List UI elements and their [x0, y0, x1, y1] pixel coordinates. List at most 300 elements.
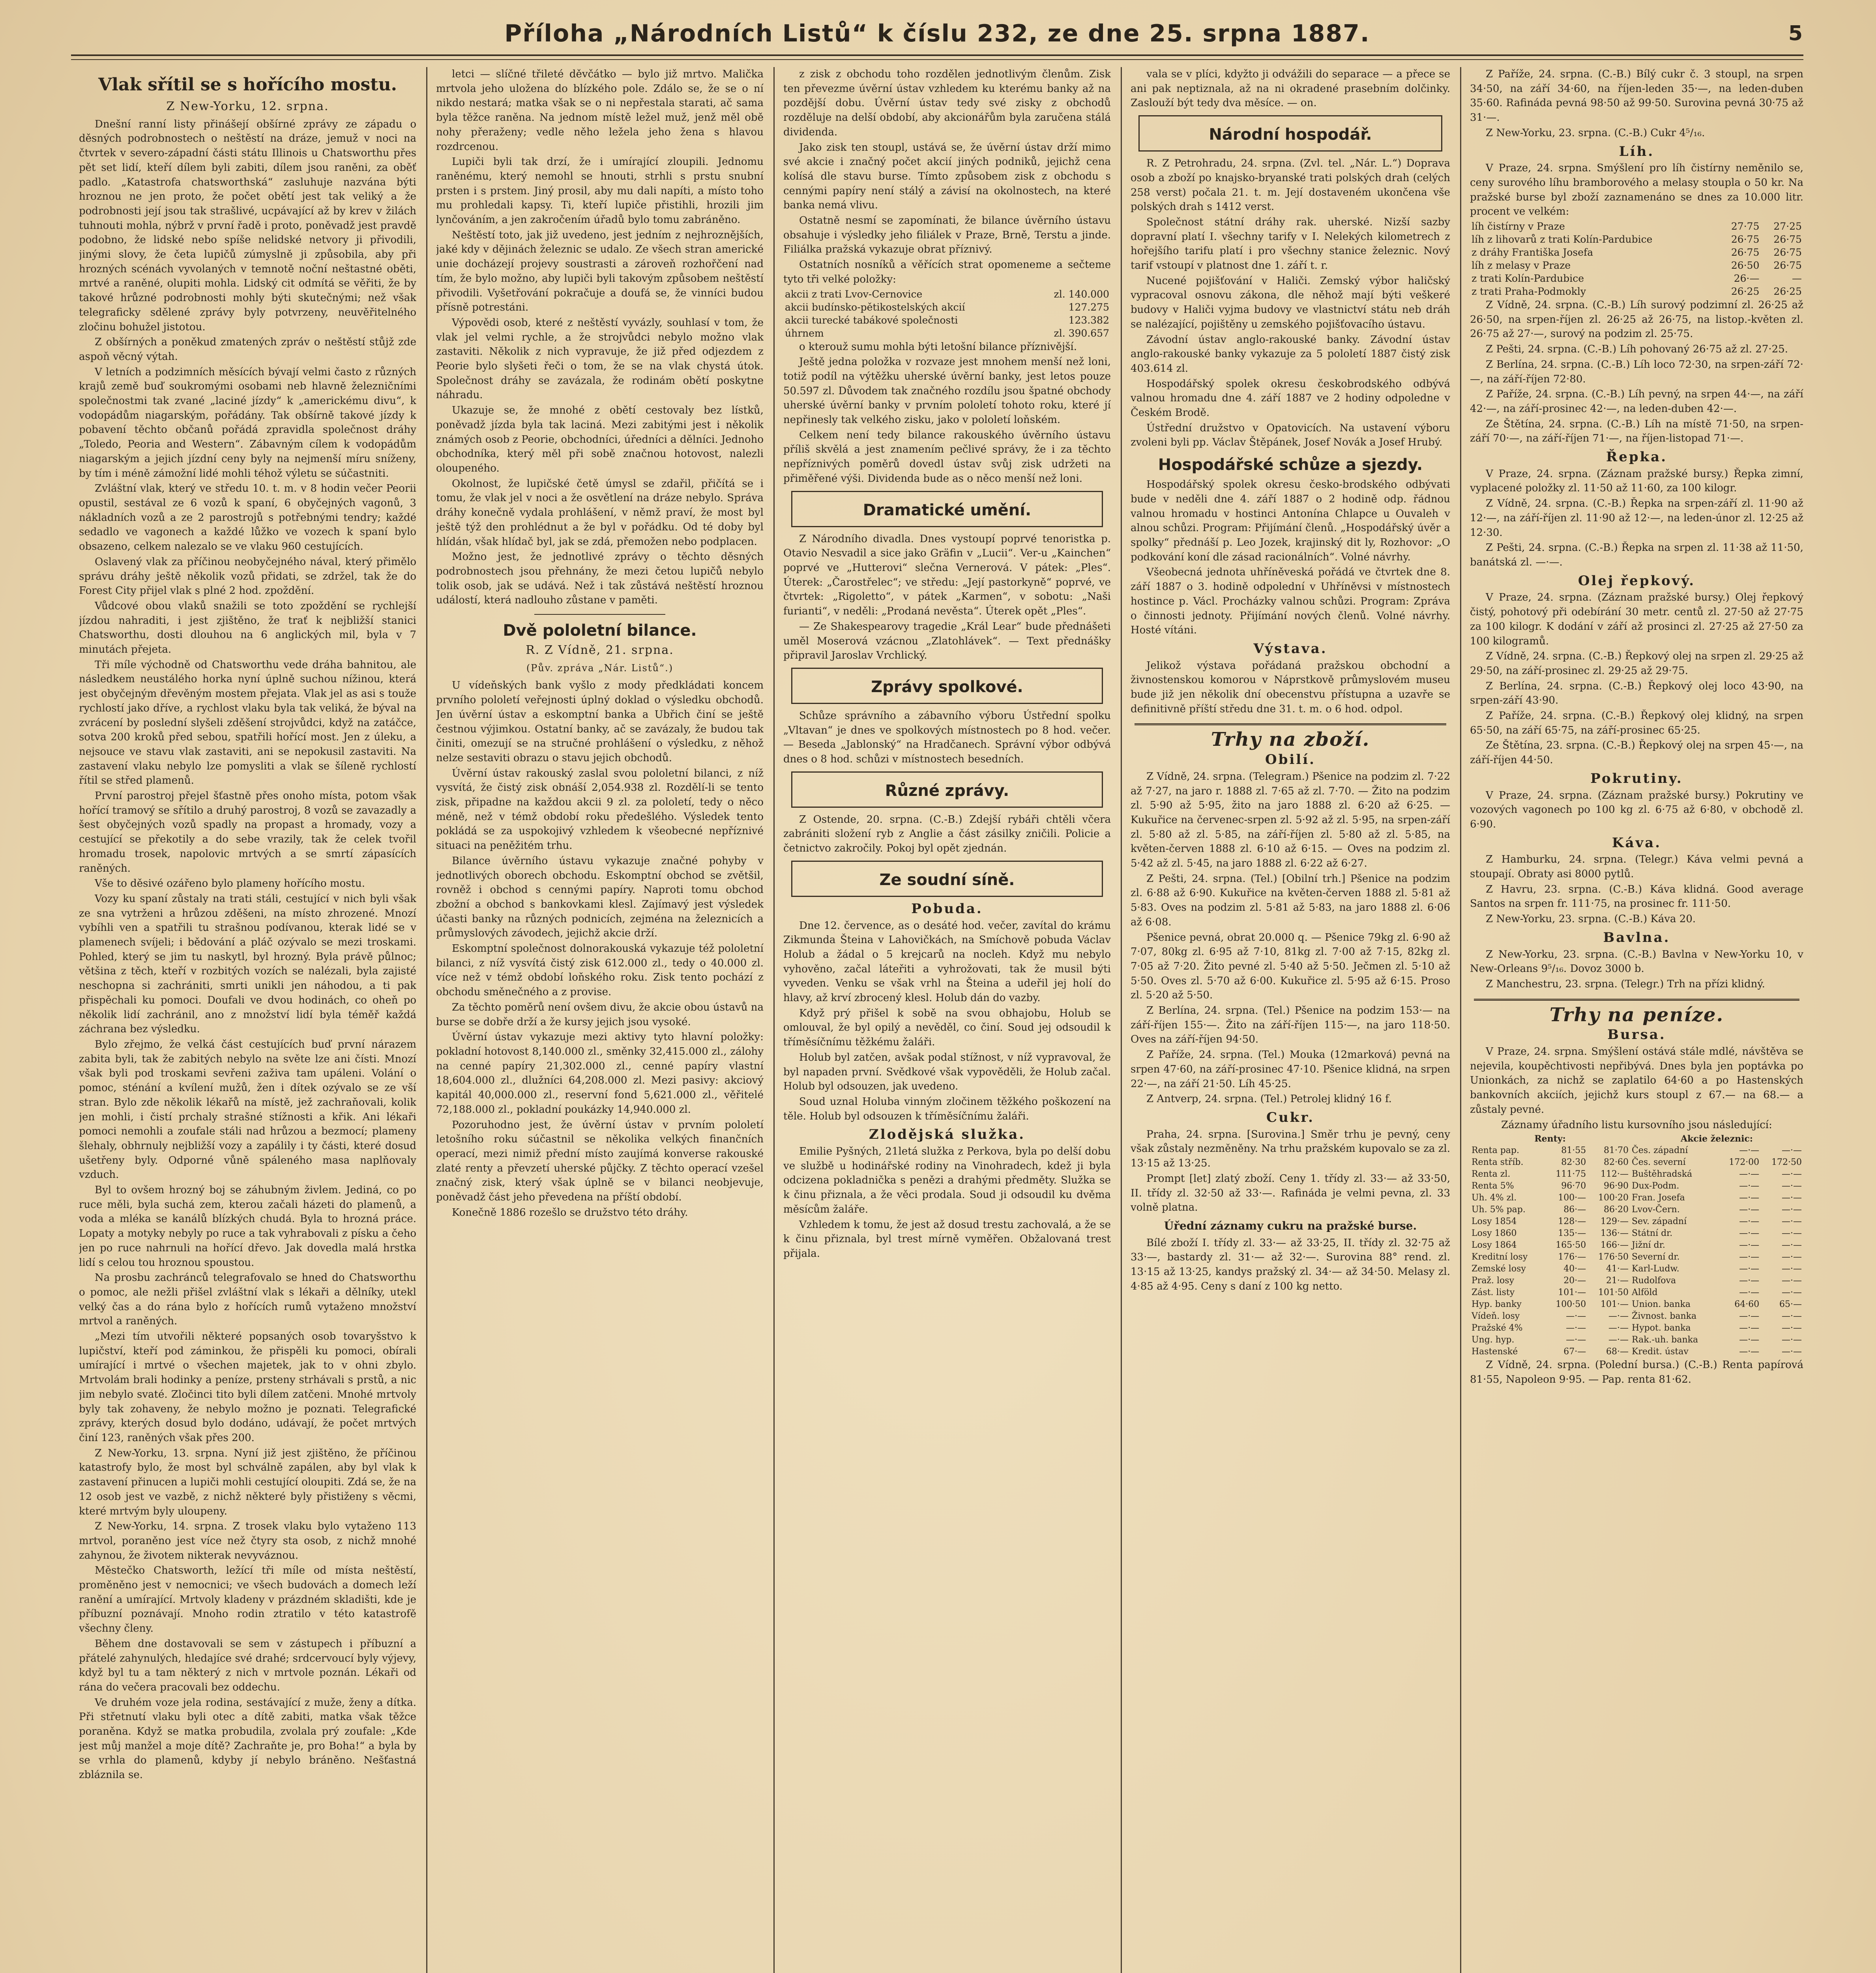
- table-cell: Losy 1860: [1472, 1228, 1517, 1239]
- table-row: [1470, 285, 1803, 298]
- article-paragraph: Z Manchestru, 23. srpna. (Telegr.) Trh na přízi klidný.: [1486, 978, 1765, 990]
- table-cell: Uh. 5% pap.: [1472, 1205, 1526, 1215]
- column-separator: [1460, 67, 1461, 1973]
- table-cell: —·—: [1739, 1276, 1760, 1286]
- table-cell: Ung. hyp.: [1472, 1335, 1515, 1345]
- table-cell: Kredit. ústav: [1632, 1347, 1689, 1357]
- article-paragraph: Ostatně nesmí se zapomínati, že bilance úvěrního ústavu obsahuje i výsledky jeho filiálek v Praze, Brně, Terstu a jinde. Filiálka pražská vykazuje obrat příznivý.: [783, 215, 1111, 256]
- table-cell: —·—: [1739, 1146, 1760, 1156]
- table-row: [1470, 1180, 1803, 1192]
- article-paragraph: Eskomptní společnost dolnorakouská vykazuje též pololetní bilanci, z níž vysvítá čistý zisk 612.000 zl., tedy o 40.000 zl. více než v témž období loňského roku. Zisk tento pochází z obchodu směnečného a z provise.: [436, 943, 764, 998]
- column-4: [1131, 67, 1450, 1973]
- table-cell: —·—: [1782, 1146, 1802, 1156]
- article-paragraph: Dnešní ranní listy přinášejí obšírné zprávy ze západu o děsných podrobnostech o neštěstí na dráze, jemuž v noci na čtvrtek v severo-západní části státu Illinois u Chatsworthu přes pět set lidí, kteří dílem byli zabiti, dílem jsou raněni, za oběť padlo. „Katastrofa chatsworthská“ zasluhuje nazvána býti hroznou ne jen proto, že počet obětí jest tak veliký a že podrobnosti její jsou tak strašlivé, ucpávající až by krev v žilách tuhnouti mohla, nýbrž v první řadě i proto, poněvadž jest pravdě podobno, že lidské nebo spíše nelidské netvory ji přivodili, jinými slovy, že četa lupičů zúmyslně ji způsobila, aby při hrozných scénách vyvolaných v temnotě noční neštastné oběti, mrtvé a raněné, olupiti mohla. Lidský cit odmítá se věřiti, že by takové hrůzné podrobnosti mohly býti skutečnými; než však telegraficky sdělené zprávy byly potvrzeny, neuvěřitelného zločinu bohužel jistotou.: [79, 118, 416, 333]
- table-cell: —·—: [1782, 1347, 1802, 1357]
- table-row: [1470, 1192, 1803, 1204]
- article-paragraph: Z New-Yorku, 13. srpna. Nyní již jest zjištěno, že příčinou katastrofy bylo, že most byl schválně zapálen, aby byl vlak k zastavení přinucen a lupiči mohli cestující oloupiti. Zdá se, že na 12 osob jest ve vazbě, z nichž některé byly přistiženy s věcmi, které mrtvým byly uloupeny.: [79, 1447, 416, 1517]
- table-cell: Pražské 4%: [1472, 1323, 1523, 1333]
- article-paragraph: V Praze, 24. srpna. Smýšlení ostává stále mdlé, návštěva se nejevila, koupěchtivosti nepřibývá. Dnes byla jen poptávka po Unionkách, za nichž se zaplatilo 64·60 a po Hastenských bankovních akciích, jejichž kurs stoupl z 67.— na 68.— a zůstaly pevné.: [1470, 1046, 1803, 1116]
- section-headline: Dramatické umění.: [863, 501, 1032, 519]
- table-cell: —·—: [1782, 1252, 1802, 1262]
- article-paragraph: V letních a podzimních měsících bývají velmi často z různých krajů země buď soukromými osobami neb hlavně železničními společnostmi tak zvané „laciné jízdy“ k „americkému divu“, k vodopádům niagarským, pořádány. Tak obšírně takové jízdy k pobavení těchto občanů pořádá zpravidla společnost dráhy „Toledo, Peoria and Western“. Zábavným cílem k vodopádům niagarským a jejich jízdní ceny byly na nejmenší míru sníženy, by tím i méně zámožní lidé mohli téhož výletu se súčastniti.: [79, 366, 416, 479]
- table-cell: —·—: [1782, 1205, 1802, 1215]
- article-paragraph: Z Hamburku, 24. srpna. (Telegr.) Káva velmi pevná a stoupají. Obraty asi 8000 pytlů.: [1470, 854, 1803, 880]
- table-cell: Losy 1854: [1472, 1217, 1517, 1227]
- table-cell: —·—: [1782, 1228, 1802, 1239]
- table-row: [1470, 259, 1803, 272]
- article-paragraph: Bylo zřejmo, že velká část cestujících buď první nárazem zabita byli, tak že zabitých nebylo na světe lze ani čísti. Mnozí však byli pod troskami sevřeni zaživa tam upáleni. Volání o pomoc, sténání a kvílení mužů, žen i dítek ozývalo se ze vší stran. Bylo zde několik lékařů na místě, jež zachraňovali, kolik jen mohli, i čistí prchaly strašné stížnosti a křik. Ani lékaři pomoci nemohli a zoufale stáli nad hrůzou a bezmocí; plameny šlehaly, obhrnuly nejbližší vozy a zapálily i ty části, které dosud ušetřeny byly. Odporné vůně spáleného masa naplňovaly vzduch.: [79, 1039, 416, 1181]
- table-cell: 165·50: [1556, 1240, 1586, 1250]
- section-headline: Národní hospodář.: [1209, 125, 1372, 144]
- article-paragraph: Ze Štětína, 24. srpna. (C.-B.) Líh na místě 71·50, na srpen-září 70·—, na září-říjen 71·—, na říjen-listopad 71·—.: [1470, 418, 1803, 445]
- article-paragraph: Ostatních nosníků a věřících strat opomeneme a sečteme tyto tři velké položky:: [783, 259, 1111, 285]
- table-cell: 96·90: [1604, 1181, 1629, 1191]
- article-headline: Dvě pololetní bilance.: [503, 621, 697, 640]
- subsection-title: Pobuda.: [911, 900, 983, 917]
- table-cell: z trati Praha-Podmokly: [1472, 286, 1586, 298]
- article-paragraph: Z Pešti, 24. srpna. (C.-B.) Řepka na srpen zl. 11·38 až 11·50, banátská zl. —·—.: [1470, 542, 1803, 568]
- article-paragraph: Vůdcové obou vlaků snažili se toto zpoždění se rychlejší jízdou nahraditi, i jest zjištěno, že trať k nejbližší stanici Chatsworthu, dosti dlouhou na 6 anglických mil, byla v 7 minutách přejeta.: [79, 600, 416, 656]
- article-paragraph: Hospodářský spolek okresu česko-brodského odbývati bude v neděli dne 4. září 1887 o 2 hodině odp. řádnou valnou hromadu v hostinci Antonína Chlapce u Ouvaleh v alnou schůzi. Program: Přijímání členů. „Hospodářský úvěr a spolky“ přednáší p. Leo Jozek, krajinský dit ly, Rozhovor: „O podkování koní dle zásad racionálních“. Volné návrhy.: [1131, 479, 1450, 563]
- table-cell: —·—: [1608, 1335, 1629, 1345]
- table-cell: —·—: [1566, 1311, 1586, 1322]
- article-paragraph: Ústřední družstvo v Opatovicích. Na ustavení výboru zvoleni byli pp. Václav Štěpánek, Josef Novák a Josef Hrubý.: [1131, 422, 1450, 449]
- table-cell: —·—: [1739, 1228, 1760, 1239]
- article-paragraph: Úvěrní ústav vykazuje mezi aktivy tyto hlavní položky: pokladní hotovost 8,140.000 zl., směnky 32,415.000 zl., zálohy na cenné papíry 21,302.000 zl., cenné papíry vlastní 18,604.000 zl., dlužníci 64,208.000 zl. Mezi pasivy: akciový kapitál 40,000.000 zl., reservní fond 5,621.000 zl., věřitelé 72,188.000 zl., pokladní poukázky 14,940.000 zl.: [436, 1031, 764, 1116]
- article-paragraph: Z Vídně, 24. srpna. (C.-B.) Řepkový olej na srpen zl. 29·25 až 29·50, na září-prosinec zl. 29·25 až 29·75.: [1470, 650, 1803, 677]
- table-cell: —: [1792, 273, 1802, 285]
- table-cell: —·—: [1739, 1169, 1760, 1179]
- table-cell: 123.382: [1068, 314, 1109, 326]
- table-cell: 176·—: [1558, 1252, 1586, 1262]
- table-cell: —·—: [1739, 1181, 1760, 1191]
- subsection-title: Bursa.: [1607, 1027, 1666, 1043]
- subsection-title: Bavlna.: [1603, 929, 1670, 945]
- table-row: [1470, 1157, 1803, 1168]
- table-cell: Rak.-uh. banka: [1632, 1335, 1698, 1345]
- article-paragraph: Zvláštní vlak, který ve středu 10. t. m. v 8 hodin večer Peorii opustil, sestával ze 6 vozů k spaní, 6 obyčejných vagonů, 3 nákladních vozů a ze 2 parostrojů s potřebnými tendry; každé sedadlo ve vagonech a každé lůžko ve vozech k spaní bylo obsazeno, celkem nalezalo se ve vlaku 960 cestujících.: [79, 483, 416, 553]
- spirits-price-table: [1470, 220, 1803, 298]
- article-paragraph: Ve druhém voze jela rodina, sestávající z muže, ženy a dítka. Při střetnutí vlaku byli otec a dítě zabiti, matka však těžce poraněna. Když se matka probudila, zvolala prý zoufale: „Kde jest můj manžel a moje dítě? Zachraňte je, pro Boha!“ a byla by se vrhla do plamenů, kdyby jí nebylo bráněno. Nešťastná zbláznila se.: [79, 1696, 416, 1781]
- table-cell: Renta stříb.: [1472, 1157, 1524, 1168]
- table-cell: 27·25: [1773, 221, 1802, 232]
- article-paragraph: Hospodářský spolek okresu českobrodského odbývá valnou hromadu dne 4. září 1887 ve 2 hodiny odpoledne v Českém Brodě.: [1131, 378, 1450, 419]
- table-row: [783, 288, 1111, 301]
- table-row: [783, 327, 1111, 340]
- closing-note: Z Vídně, 24. srpna. (Polední bursa.) (C.-B.) Renta papírová 81·55, Napoleon 9·95. — Pap. renta 81·62.: [1470, 1359, 1803, 1385]
- section-headline: Trhy na peníze.: [1549, 1003, 1724, 1026]
- table-header-row: [1470, 1133, 1803, 1145]
- table-row: [1470, 1216, 1803, 1228]
- article-paragraph: „Mezi tím utvořili některé popsaných osob tovaryšstvo k lupičství, kteří pod záminkou, že přispěli ku pomoci, obírali umírající i mrtvé o všechen majetek, jak to v ohni zbylo. Mrtvolám brali hodinky a peníze, prsteny strhávali s prstů, a nic jim nebylo svaté. Zločinci tito byli dílem zatčeni. Mnohé mrtvoly byly tak zohaveny, že nebylo možno je poznati. Telegrafické zprávy, kterých dosud bylo dodáno, udávají, že počet mrtvých činí 123, raněných však přes 200.: [79, 1331, 416, 1444]
- table-row: [1470, 1263, 1803, 1275]
- table-cell: zl. 390.657: [1054, 327, 1109, 339]
- table-row: [1470, 1145, 1803, 1157]
- article-paragraph: Ještě jedna položka v rozvaze jest mnohem menší než loni, totiž podíl na výtěžku uherské úvěrní banky, jest letos pouze 50.597 zl. Důvodem tak značného rozdílu jsou špatné obchody uherské úvěrní banky v prvním pololetí tohoto roku, které jí nepřinesly tak velkého zisku, jako v pololetí loňském.: [783, 356, 1111, 426]
- article-paragraph: Městečko Chatsworth, ležící tři míle od místa neštěstí, proměněno jest v nemocnici; ve všech budovách a domech leží ranění a umírající. Mrtvoly kladeny v prázdném skladišti, kde je příbuzní poznávají. Mnoho rodin ztratilo v této katastrofě všechny členy.: [79, 1565, 416, 1635]
- table-cell: 101·—: [1601, 1299, 1629, 1310]
- table-cell: —·—: [1782, 1288, 1802, 1298]
- table-row: [1470, 233, 1803, 246]
- column-header: Akcie železnic:: [1681, 1134, 1753, 1144]
- table-cell: —·—: [1739, 1288, 1760, 1298]
- article-paragraph: Z Národního divadla. Dnes vystoupí poprvé tenoristka p. Otavio Nesvadil a sice jako Gräfin v „Lucii“. Ver-u „Kainchen“ poprvé ve „Hutterovi“ slečna Vernerová. V pátek: „Ples“. Úterek: „Čarostřelec“; ve středu: „Její pastorkyně“ poprvé, ve čtvrtek: „Rigoletto“, v pátek „Karmen“, v sobotu: „Naši furianti“, v neděli: „Prodaná nevěsta“. Úterek opět „Ples“.: [783, 533, 1111, 618]
- table-cell: 127.275: [1068, 301, 1109, 313]
- table-cell: —·—: [1608, 1311, 1629, 1322]
- table-cell: 41·—: [1606, 1264, 1629, 1274]
- article-paragraph: Oslavený vlak za příčinou neobyčejného nával, který přimělo správu dráhy ještě několik vozů přidati, se zdržel, tak že do Forest City přijel vlak s plné 2 hod. zpoždění.: [79, 556, 416, 597]
- table-cell: Renta 5%: [1472, 1181, 1514, 1191]
- table-cell: akcii turecké tabákové společnosti: [785, 314, 958, 326]
- table-cell: Hastenské: [1472, 1347, 1518, 1357]
- table-cell: 81·70: [1604, 1146, 1629, 1156]
- table-cell: —·—: [1782, 1217, 1802, 1227]
- table-cell: —·—: [1739, 1193, 1760, 1203]
- table-cell: 81·55: [1561, 1146, 1586, 1156]
- column-2: [436, 67, 764, 1973]
- article-paragraph: Z Berlína, 24. srpna. (C.-B.) Řepkový olej loco 43·90, na srpen-září 43·90.: [1470, 680, 1803, 707]
- article-dateline: R. Z Vídně, 21. srpna.: [526, 643, 674, 657]
- article-paragraph: Všeobecná jednota uhříněveská pořádá ve čtvrtek dne 8. září 1887 o 3. hodině odpolední v Uhříněvsi v místnostech hostince p. Václ. Procházky valnou schůzi. Program: Zpráva o činnosti jednoty. Přijímání nových členů. Volné návrhy. Hosté vítáni.: [1131, 566, 1450, 636]
- article-paragraph: Možno jest, že jednotlivé zprávy o těchto děsných podrobnostech jsou přehnány, že mezi četou lupičů nebylo tolik osob, jak se udává. Než i tak zůstává neštěstí hroznou událostí, která nadlouho zůstane v paměti.: [436, 551, 764, 607]
- article-paragraph: Byl to ovšem hrozný boj se záhubným živlem. Jediná, co po ruce měli, byla suchá zem, kterou začali házeti do plamenů, a voda a mléka se kanálů blízkých chudá. Byla to hrozná práce. Lopaty a motyky nebyly po ruce a tak vyhrabovali z písku a čeho jen po ruce nahrnuli na hořící dřevo. Jak dovedla malá hrstka lidí s celou tou hroznou spoustou.: [79, 1184, 416, 1269]
- column-header: Renty:: [1534, 1134, 1566, 1144]
- table-cell: Dux-Podm.: [1632, 1181, 1679, 1191]
- article-paragraph: První parostroj přejel šťastně přes onoho místa, potom však hořící tramový se sřítilo a druhý parostroj, 8 vozů se zavazadly a šest obyčejných vozů spadly na propast a hromady, vozy a cestující se překotily a do sebe vrazily, tak že celek tvořil hromadu trosek, napolovic mrtvých a se smrtí zápasících raněných.: [79, 790, 416, 874]
- table-row: [1470, 1275, 1803, 1287]
- table-cell: —·—: [1782, 1264, 1802, 1274]
- table-row: [1470, 1310, 1803, 1322]
- table-heading: Záznamy úřadního listu kursovního jsou následující:: [1501, 1119, 1772, 1131]
- table-cell: Fran. Josefa: [1632, 1193, 1685, 1203]
- article-paragraph: Pozoruhodno jest, že úvěrní ústav v prvním pololetí letošního roku súčastnil se několika velkých finančních operací, mezi nimiž přední místo zaujímá konverse rakouské zlaté renty a převzetí uherské půjčky. Z těchto operací vzešel značný zisk, který však úplně se v bilanci neobjevuje, poněvadž část jeho převedena na příští období.: [436, 1119, 764, 1204]
- exchange-rates-table: [1470, 1133, 1803, 1358]
- article-paragraph: Nucené pojišťování v Haliči. Zemský výbor haličský vypracoval osnovu zákona, dle něhož mají býti veškeré budovy v Haliči vyjma budovy ve vlastnictví státu neb dráh se nalézající, pojištěny u zemského pojišťovacího ústavu.: [1131, 275, 1450, 330]
- table-row: [1470, 1299, 1803, 1310]
- table-cell: 26·25: [1731, 286, 1760, 298]
- table-cell: Živnost. banka: [1632, 1311, 1697, 1322]
- masthead-title: Příloha „Národních Listů“ k číslu 232, ze dne 25. srpna 1887.: [504, 20, 1370, 47]
- table-cell: 135·—: [1558, 1228, 1586, 1239]
- article-paragraph: U vídeňských bank vyšlo z mody předkládati koncem prvního pololetí veřejnosti úplný doklad o výsledku obchodů. Jen úvěrní ústav a eskomptní banka a Ubřich činí se ještě čestnou výjimkou. Ostatní banky, ač se zavázaly, že budou tak činiti, omezují se na stručné prohlášení o výsledku, z něhož nelze sestaviti obrazu o stavu jejich obchodů.: [436, 680, 764, 764]
- article-paragraph: Lupiči byli tak drzí, že i umírající zloupili. Jednomu raněnému, který nemohl se hnouti, strhli s prstu snubní prsten i s prstem. Jiný prosil, aby mu dali napíti, a místo toho mu prohledali kapsy. Ti, kteří lupiče přistihli, hrozili jim lynčováním, a jen zakročením úřadů bylo tomu zabráněno.: [436, 156, 764, 226]
- table-cell: Sev. západní: [1632, 1217, 1687, 1227]
- article-paragraph: Bilance úvěrního ústavu vykazuje značné pohyby v jednotlivých oborech obchodu. Eskomptní obchod se zvětšil, rovněž i obchod s cennými papíry. Naproti tomu obchod zbožní a obchod s bankovkami klesl. Zajímavý jest výsledek účasti banky na různých podnicích, zejména na železnicích a průmyslových závodech, jejichž akcie drží.: [436, 855, 764, 940]
- table-cell: —·—: [1782, 1240, 1802, 1250]
- column-separator: [1121, 67, 1122, 1973]
- table-row: [783, 314, 1111, 327]
- table-cell: —·—: [1739, 1323, 1760, 1333]
- section-headline: Hospodářské schůze a sjezdy.: [1158, 456, 1423, 474]
- article-paragraph: Z Ostende, 20. srpna. (C.-B.) Zdejší rybáři chtěli včera zabrániti složení ryb z Anglie a část zásilky zničili. Policie a četnictvo zakročily. Pokoj byl opět zjednán.: [783, 813, 1111, 855]
- table-cell: líh z melasy v Praze: [1472, 260, 1571, 271]
- article-paragraph: Z Paříže, 24. srpna. (C.-B.) Líh pevný, na srpen 44·—, na září 42·—, na září-prosinec 42·—, na leden-duben 42·—.: [1470, 388, 1803, 415]
- table-cell: 21·—: [1606, 1276, 1629, 1286]
- article-paragraph: z zisk z obchodu toho rozdělen jednotlivým členům. Zisk ten převezme úvěrní ústav vzhledem ku kterému banky až na pozdější dobu. Úvěrní ústav tedy své zisky z obchodů rozděluje na delší období, aby akcionářům byla zaručena stálá dividenda.: [783, 68, 1111, 138]
- article-paragraph: Na prosbu zachránců telegrafovalo se hned do Chatsworthu o pomoc, ale nežli přišel zvláštní vlak s lékaři a dělníky, utekl velký čas a do rána bylo z hořících rumů vytaženo množství mrtvol a raněných.: [79, 1272, 416, 1327]
- table-cell: —·—: [1782, 1311, 1802, 1322]
- table-cell: —·—: [1782, 1323, 1802, 1333]
- section-headline: Trhy na zboží.: [1211, 728, 1370, 751]
- article-headline: Vlak sřítil se s hořícího mostu.: [98, 75, 397, 95]
- table-cell: 68·—: [1606, 1347, 1629, 1357]
- table-cell: 128·—: [1558, 1217, 1586, 1227]
- table-cell: Buštěhradská: [1632, 1169, 1693, 1179]
- article-paragraph: Za těchto poměrů není ovšem divu, že akcie obou ústavů na burse se dobře drží a že kursy jejich jsou vysoké.: [436, 1001, 764, 1028]
- article-paragraph: Z New-Yorku, 23. srpna. (C.-B.) Cukr 4⁵/₁₆.: [1486, 127, 1705, 139]
- table-cell: 86·—: [1563, 1205, 1586, 1215]
- table-cell: —·—: [1739, 1217, 1760, 1227]
- table-cell: —·—: [1782, 1335, 1802, 1345]
- table-cell: 111·75: [1556, 1169, 1586, 1179]
- table-cell: Vídeň. losy: [1472, 1311, 1520, 1322]
- article-paragraph: Jelikož výstava pořádaná pražskou obchodní a živnostenskou komorou v Náprstkově průmyslovém museu bude již jen několik dní obecenstvu přístupna a uzavře se definitivně příští středu dne 31. t. m. o 6 hod. odpol.: [1131, 659, 1450, 715]
- table-cell: 27·75: [1731, 221, 1760, 232]
- table-cell: —·—: [1739, 1335, 1760, 1345]
- article-paragraph: letci — slíčné třileté děvčátko — bylo již mrtvo. Malička mrtvola jeho uložena do blízkého pole. Zdálo se, že se o ní nikdo nestará; matka však se o ni nepřestala starati, ač sama byla těžce raněna. Na jednom místě ležel muž, jenž měl obě nohy přeraženy; vedle něho ležela jeho žena s hlavou rozdrcenou.: [436, 68, 764, 153]
- table-cell: líh z lihovarů z trati Kolín-Pardubice: [1472, 234, 1653, 245]
- article-paragraph: — Ze Shakespearovy tragedie „Král Lear“ bude přednášeti uměl Moserová vzácnou „Zlatohlávek“. — Text přednášky připravil Jaroslav Vrchlický.: [783, 620, 1111, 662]
- article-paragraph: o kterouž sumu mohla býti letošní bilance příznivější.: [799, 341, 1077, 353]
- section-headline: Výstava.: [1253, 640, 1327, 657]
- table-cell: 96·70: [1561, 1181, 1586, 1191]
- table-cell: Zást. listy: [1472, 1288, 1515, 1298]
- article-paragraph: Pšenice pevná, obrat 20.000 q. — Pšenice 79kg zl. 6·90 až 7·07, 80kg zl. 6·95 až 7·10, 81kg zl. 7·00 až 7·15, 82kg zl. 7·05 až 7·20. Žito pevné zl. 5·40 až 5·50. Ječmen zl. 5·10 až 5·50. Oves zl. 5·70 až 6·00. Kukuřice zl. 5·95 až 6·15. Proso zl. 5·20 až 5·50.: [1131, 931, 1450, 1001]
- article-paragraph: Soud uznal Holuba vinným zločinem těžkého poškození na těle. Holub byl odsouzen k tříměsíčnímu žaláři.: [783, 1095, 1111, 1122]
- subsection-title: Líh.: [1619, 143, 1655, 159]
- table-cell: 101·50: [1598, 1288, 1629, 1298]
- table-cell: z trati Kolín-Pardubice: [1472, 273, 1584, 285]
- table-cell: Alföld: [1632, 1288, 1658, 1298]
- table-cell: Uh. 4% zl.: [1472, 1193, 1517, 1203]
- table-cell: 65·—: [1779, 1299, 1802, 1310]
- article-paragraph: Ze Štětína, 23. srpna. (C.-B.) Řepkový olej na srpen 45·—, na září-říjen 44·50.: [1470, 739, 1803, 766]
- table-cell: 129·—: [1601, 1217, 1629, 1227]
- subsection-title: Obilí.: [1265, 752, 1316, 768]
- table-row: [1470, 246, 1803, 259]
- article-paragraph: V Praze, 24. srpna. (Záznam pražské bursy.) Řepka zimní, vyplacené položky zl. 11·50 až 11·60, za 100 kilogr.: [1470, 468, 1803, 494]
- table-cell: líh čistírny v Praze: [1472, 221, 1565, 232]
- table-cell: —·—: [1739, 1311, 1760, 1322]
- section-headline: Ze soudní síně.: [879, 870, 1015, 889]
- page-number: 5: [1788, 22, 1803, 45]
- table-cell: Zemské losy: [1472, 1264, 1526, 1274]
- article-paragraph: Z Paříže, 24. srpna. (Tel.) Mouka (12marková) pevná na srpen 47·60, na září-prosinec 47·10. Pšenice klidná, na srpen 22·—, na září 21·50. Líh 45·25.: [1131, 1049, 1450, 1090]
- subsection-title: Cukr.: [1266, 1110, 1314, 1125]
- article-paragraph: V Praze, 24. srpna. Smýšlení pro líh čistírny neměnilo se, ceny surového líhu bramborového a melasy stoupla o 50 kr. Na pražské burse byl zboží zaznamenáno se dnes za 10.000 litr. procent ve velkém:: [1470, 162, 1803, 218]
- table-cell: —·—: [1739, 1205, 1760, 1215]
- table-cell: 82·30: [1561, 1157, 1586, 1168]
- table-cell: —·—: [1739, 1240, 1760, 1250]
- article-paragraph: Z New-Yorku, 14. srpna. Z trosek vlaku bylo vytaženo 113 mrtvol, poraněno jest více než čtyry sta osob, z nichž mnohé zahynou, že životem nikterak nevyváznou.: [79, 1520, 416, 1561]
- table-cell: 101·—: [1558, 1288, 1586, 1298]
- subsection-title: Úřední záznamy cukru na pražské burse.: [1164, 1219, 1417, 1232]
- article-paragraph: Z Paříže, 24. srpna. (C.-B.) Řepkový olej klidný, na srpen 65·50, na září 65·75, na září-prosinec 65·25.: [1470, 710, 1803, 736]
- table-cell: —·—: [1782, 1276, 1802, 1286]
- table-row: [1470, 220, 1803, 233]
- article-paragraph: Z Paříže, 24. srpna. (C.-B.) Bílý cukr č. 3 stoupl, na srpen 34·50, na září 34·60, na říjen-leden 35·—, na leden-duben 35·60. Rafináda pevná 98·50 až 99·50. Surovina pevná 30·75 až 31·—.: [1470, 68, 1803, 124]
- table-row: [783, 301, 1111, 314]
- table-cell: Hypot. banka: [1632, 1323, 1691, 1333]
- column-separator: [773, 67, 775, 1973]
- table-cell: —·—: [1739, 1347, 1760, 1357]
- subsection-title: Olej řepkový.: [1578, 573, 1696, 589]
- article-paragraph: Když prý přišel k sobě na svou obhajobu, Holub se omlouval, že byl opilý a nevěděl, co činí. Soud jej odsoudil k tříměsíčnímu těžkému žaláři.: [783, 1007, 1111, 1048]
- article-paragraph: V Praze, 24. srpna. (Záznam pražské bursy.) Olej řepkový čistý, pohotový při odebírání 30 metr. centů zl. 27·50 až 27·75 za 100 kilogr. K dodání v září až prosinci zl. 27·25 až 27·50 za 100 kilogramů.: [1470, 592, 1803, 647]
- article-paragraph: Z New-Yorku, 23. srpna. (C.-B.) Káva 20.: [1486, 913, 1696, 925]
- table-cell: 176·50: [1598, 1252, 1629, 1262]
- table-cell: 100·50: [1556, 1299, 1586, 1310]
- table-cell: z dráhy Františka Josefa: [1472, 247, 1593, 258]
- table-cell: 82·60: [1604, 1157, 1629, 1168]
- table-cell: 26·50: [1731, 260, 1760, 271]
- table-cell: Jižní dr.: [1632, 1240, 1665, 1250]
- table-cell: Kreditní losy: [1472, 1252, 1528, 1262]
- table-cell: 20·—: [1563, 1276, 1586, 1286]
- article-paragraph: Dne 12. července, as o desáté hod. večer, zavítal do krámu Zikmunda Šteina v Lahovičkách, na Smíchově pobuda Václav Holub a žádal o 5 krejcarů na nocleh. Když mu nebylo vyhověno, začal láteřiti a vyhrožovati, tak že musil býti vyveden. Venku se však vrhl na Šteina a udeřil jej holí do hlavy, až krví zbrocený klesl. Holub dán do vazby.: [783, 919, 1111, 1004]
- article-paragraph: Z Vídně, 24. srpna. (C.-B.) Líh surový podzimní zl. 26·25 až 26·50, na srpen-říjen zl. 26·25 až 26·75, na listop.-květen zl. 26·75 až 27·—, surový na podzim zl. 25·75.: [1470, 299, 1803, 340]
- table-cell: Union. banka: [1632, 1299, 1691, 1310]
- table-row: [1470, 1346, 1803, 1358]
- table-row: [1470, 1251, 1803, 1263]
- table-cell: úhrnem: [785, 327, 824, 339]
- article-paragraph: Závodní ústav anglo-rakouské banky. Závodní ústav anglo-rakouské banky vykazuje za 5 pololetí 1887 čistý zisk 403.614 zl.: [1131, 333, 1450, 374]
- article-paragraph: Holub byl zatčen, avšak podal stížnost, v níž vypravoval, že byl napaden první. Svědkové však vypověděli, že Holub začal. Holub byl odsouzen, jak uvedeno.: [783, 1051, 1111, 1093]
- table-cell: Hyp. banky: [1472, 1299, 1522, 1310]
- table-cell: 100·—: [1558, 1193, 1586, 1203]
- article-paragraph: Jako zisk ten stoupl, ustává se, že úvěrní ústav drží mimo své akcie i značný počet akcií jiných podniků, jejichž cena kolísá dle stavu burse. Tímto způsobem zisk z obchodu s cennými papíry není stálý a závisí na okolnostech, na které banka nemá vlivu.: [783, 141, 1111, 212]
- table-cell: —·—: [1782, 1181, 1802, 1191]
- article-paragraph: Z Antverp, 24. srpna. (Tel.) Petrolej klidný 16 f.: [1146, 1093, 1392, 1105]
- table-cell: 40·—: [1563, 1264, 1586, 1274]
- article-paragraph: Tři míle východně od Chatsworthu vede dráha bahnitou, ale následkem neustálého horka nyní úplně suchou nížinou, která jest obyčejným dřevěným mostem přejata. Vlak jel as asi s touže rychlostí jako dříve, a rychlost vlaku byla tak veliká, že býval na zvrácení by poslední slyšeli zděšení strojvůdci, když na zatáčce, sotva 200 kroků před sebou, spatřili hořící most. Jen z úleku, a nejsouce ve stavu vlak zastaviti, ani se nepokusil zastaviti. Na zastavení vlaku nebylo lze pomysliti a vlak se šíleně rychlostí řítil se střed plamenů.: [79, 659, 416, 787]
- article-paragraph: Z Vídně, 24. srpna. (Telegram.) Pšenice na podzim zl. 7·22 až 7·27, na jaro r. 1888 zl. 7·65 až zl. 7·70. — Žito na podzim zl. 5·90 až 5·95, žito na jaro 1888 zl. 6·20 až 6·25. — Kukuřice na červenec-srpen zl. 5·92 až zl. 5·95, na srpen-září zl. 5·80 až zl. 5·85, na září-říjen zl. 5·80 až zl. 5·85, na květen-červen 1888 zl. 6·10 až 6·15. — Oves na podzim zl. 5·42 až zl. 5·45, na jaro 1888 zl. 6·22 až 6·27.: [1131, 770, 1450, 870]
- article-paragraph: Ukazuje se, že mnohé z obětí cestovaly bez lístků, poněvadž jízda byla tak laciná. Mezi zabitými jest i několik známých osob z Peorie, obchodníci, úředníci a dělníci. Jednoho obchodníka, který měl při sobě značnou hotovost, nalezli oloupeného.: [436, 404, 764, 474]
- article-paragraph: Společnost státní dráhy rak. uherské. Nizší sazby dopravní platí I. všechny tarify v I. Nelekých kilometrech z hořejšího tarifu platí i pro všechny stanice železnic. Nový tarif vstoupí v platnost dne 1. září t. r.: [1131, 216, 1450, 272]
- table-row: [1470, 1168, 1803, 1180]
- table-cell: Renta zl.: [1472, 1169, 1511, 1179]
- article-paragraph: Prompt [let] zlatý zboží. Ceny 1. třídy zl. 33·— až 33·50, II. třídy zl. 32·50 až 33·—. Rafináda je velmi pevna, zl. 33 volně platna.: [1131, 1172, 1450, 1214]
- article-paragraph: Celkem není tedy bilance rakouského úvěrního ústavu příliš skvělá a jest znamením pečlivé správy, že i za těchto nepříznivých poměrů dovedl ústav svůj zisk udržeti na přiměřené výši. Dividenda bude as o něco menší než loni.: [783, 429, 1111, 485]
- article-source: (Pův. zpráva „Nár. Listů“.): [526, 662, 674, 674]
- article-paragraph: Emilie Pyšných, 21letá služka z Perkova, byla po delší dobu ve službě u hodinářské rodiny na Vinohradech, kdež ji byla odcizena pokladnička s penězi a drahými předměty. Služka se k činu přiznala, a že věci prodala. Soud ji odsoudil ku dvěma měsícům žaláře.: [783, 1146, 1111, 1215]
- article-paragraph: Vzhledem k tomu, že jest až dosud trestu zachovalá, a že se k činu přiznala, byl trest mírně vyměřen. Obžalovaná trest přijala.: [783, 1219, 1111, 1260]
- table-cell: 172·00: [1729, 1157, 1760, 1168]
- table-cell: 26·75: [1731, 247, 1760, 258]
- article-paragraph: Konečně 1886 rozešlo se družstvo této dráhy.: [452, 1206, 688, 1219]
- supplement-masthead: [71, 16, 1803, 51]
- article-paragraph: Okolnost, že lupičské četě úmysl se zdařil, přičítá se i tomu, že vlak jel v noci a že osvětlení na dráze nebylo. Správa dráhy konečně vydala prohlášení, v němž praví, že most byl ještě týž den prohlédnut a že byl v pořádku. Od té doby byl hlídán, však hlídač byl, jak se zdá, přemožen nebo podplacen.: [436, 477, 764, 548]
- table-cell: akcii z trati Lvov-Cernovice: [785, 288, 923, 300]
- table-cell: 26·—: [1734, 273, 1760, 285]
- article-paragraph: Z Berlína, 24. srpna. (C.-B.) Líh loco 72·30, na srpen-září 72·—, na září-říjen 72·80.: [1470, 358, 1803, 385]
- article-paragraph: Úvěrní ústav rakouský zaslal svou pololetní bilanci, z níž vysvítá, že čistý zisk obnáší 2,054.938 zl. Rozdělí-li se tento zisk, připadne na každou akcii 9 zl. za pololetí, tedy o něco méně, než v témž období roku předešlého. Výsledek tento pokládá se za uspokojivý vzhledem k všeobecné nepříznivé situaci na peněžitém trhu.: [436, 767, 764, 852]
- table-cell: Čes. severní: [1632, 1157, 1686, 1168]
- table-cell: 26·25: [1773, 286, 1802, 298]
- column-5: [1470, 67, 1803, 1973]
- holdings-table: [783, 288, 1111, 340]
- article-paragraph: Vozy ku spaní zůstaly na trati stáli, cestující v nich byli však ze sna vytrženi a hrůzou zděšeni, na místo zhrozené. Mnozí vybíhli ven a spatřili tu strašnou podívanou, kterak lidé se v plamenech svíjeli; i bědování a pláč ozývalo se mezi troskami. Pohled, který se jim tu naskytl, byl hrozný. Byla právě půlnoc; většina z těch, kteří v rozbitých vozích se nalézali, byla zajisté neschopna si zachrániti, smrti unikli jen náhodou, a ti pak přispěchali ku pomoci. Doufali ve dvou hodinách, co oheň po několik lidí zachránil, ano z množství lidí byla téměř každá záchrana bez výsledku.: [79, 893, 416, 1035]
- table-cell: 166·—: [1601, 1240, 1629, 1250]
- table-cell: —·—: [1739, 1264, 1760, 1274]
- article-paragraph: Z Havru, 23. srpna. (C.-B.) Káva klidná. Good average Santos na srpen fr. 111·75, na prosinec fr. 111·50.: [1470, 883, 1803, 910]
- section-headline: Zprávy spolkové.: [871, 678, 1023, 696]
- table-cell: Losy 1864: [1472, 1240, 1517, 1250]
- table-cell: 26·75: [1773, 234, 1802, 245]
- table-row: [1470, 1204, 1803, 1216]
- subsection-title: Káva.: [1612, 835, 1662, 851]
- table-cell: Severní dr.: [1632, 1252, 1680, 1262]
- article-paragraph: Z Pešti, 24. srpna. (C.-B.) Líh pohovaný 26·75 až zl. 27·25.: [1486, 343, 1788, 356]
- column-separator: [426, 67, 427, 1973]
- table-row: [1470, 1228, 1803, 1239]
- article-paragraph: Výpovědi osob, které z neštěstí vyvázly, souhlasí v tom, že vlak jel velmi rychle, a že strojvůdci nebylo možno vlak zastaviti. Několik z nich vypravuje, že již před odjezdem z Peorie bylo slyšeti řeči o tom, že se na vlak chystá útok. Společnost dráhy se zavázala, že rodinám obětí poskytne náhradu.: [436, 316, 764, 401]
- article-paragraph: vala se v plíci, kdyžto ji odvážili do separace — a přece se ani pak neptiznala, až na ni okradené prasebním dolčinky. Zaslouží být tedy dva měsíce. — on.: [1131, 68, 1450, 109]
- table-cell: akcii budínsko-pětikostelských akcií: [785, 301, 965, 313]
- table-cell: 112·—: [1601, 1169, 1629, 1179]
- article-paragraph: Vše to děsivé ozářeno bylo plameny hořícího mostu.: [95, 878, 365, 890]
- column-3: [783, 67, 1111, 1973]
- table-cell: 26·75: [1773, 247, 1802, 258]
- table-cell: —·—: [1566, 1323, 1586, 1333]
- table-row: [1470, 1322, 1803, 1334]
- table-cell: 67·—: [1563, 1347, 1586, 1357]
- article-paragraph: Praha, 24. srpna. [Surovina.] Směr trhu je pevný, ceny však zůstaly nezměněny. Na trhu pražském kupovalo se za zl. 13·15 až 13·25.: [1131, 1128, 1450, 1170]
- table-cell: 26·75: [1773, 260, 1802, 271]
- subsection-title: Pokrutiny.: [1590, 770, 1683, 786]
- table-cell: —·—: [1782, 1193, 1802, 1203]
- table-row: [1470, 272, 1803, 285]
- table-cell: —·—: [1739, 1252, 1760, 1262]
- article-paragraph: Neštěstí toto, jak již uvedeno, jest jedním z nejhroznějších, jaké kdy v dějinách železnic se udalo. Ze všech stran americké unie docházejí projevy soustrasti a zároveň rozhořčení nad tím, že bylo možno, aby lupiči byli takovým způsobem neštěstí přivodili. Vyšetřování pokračuje a doufá se, že vinníci budou přísně potrestáni.: [436, 229, 764, 314]
- table-cell: Státní dr.: [1632, 1228, 1673, 1239]
- table-cell: Čes. západní: [1632, 1146, 1688, 1156]
- subsection-title: Řepka.: [1606, 449, 1668, 465]
- masthead-rule: [71, 54, 1803, 60]
- article-paragraph: Z Pešti, 24. srpna. (Tel.) [Obilní trh.] Pšenice na podzim zl. 6·88 až 6·90. Kukuřice na květen-červen 1888 zl. 5·81 až 5·83. Oves na podzim zl. 5·81 až 5·83, na jaro 1888 zl. 6·06 až 6·08.: [1131, 872, 1450, 928]
- table-cell: 172·50: [1771, 1157, 1802, 1168]
- article-paragraph: V Praze, 24. srpna. (Záznam pražské bursy.) Pokrutiny ve vozových vagonech po 100 kg zl. 6·75 až 6·80, v obchodě zl. 6·90.: [1470, 789, 1803, 830]
- table-cell: —·—: [1566, 1335, 1586, 1345]
- table-cell: Renta pap.: [1472, 1146, 1519, 1156]
- table-cell: 64·60: [1734, 1299, 1760, 1310]
- article-paragraph: Schůze správního a zábavního výboru Ústřední spolku „Vltavan“ je dnes ve spolkových místnostech po 8 hod. večer. — Beseda „Jablonský“ na Hradčanech. Správní výbor odbývá dnes o 8 hod. schůzi v místnostech besedních.: [783, 709, 1111, 766]
- article-dateline: Z New-Yorku, 12. srpna.: [166, 99, 329, 113]
- table-row: [1470, 1334, 1803, 1346]
- article-paragraph: R. Z Petrohradu, 24. srpna. (Zvl. tel. „Nár. L.“) Doprava osob a zboží po knajsko-bryanské trati polských drah (celých 258 verst) počala 21. t. m. Její dostaveném ukončena vše polských drah s 1412 verst.: [1131, 157, 1450, 213]
- table-cell: zl. 140.000: [1054, 288, 1109, 300]
- table-cell: Praž. losy: [1472, 1276, 1515, 1286]
- table-row: [1470, 1239, 1803, 1251]
- section-headline: Různé zprávy.: [885, 781, 1009, 800]
- subsection-title: Zlodějská služka.: [869, 1127, 1026, 1143]
- article-paragraph: Bílé zboží I. třídy zl. 33·— až 33·25, II. třídy zl. 32·75 až 33·—, bastardy zl. 31·— až 32·—. Surovina 88° rend. zl. 13·15 až 13·25, kandys pražský zl. 34·— až 34·50. Melasy zl. 4·85 až 4·95. Ceny s daní z 100 kg netto.: [1131, 1237, 1450, 1292]
- table-cell: 86·20: [1604, 1205, 1629, 1215]
- article-paragraph: Z New-Yorku, 23. srpna. (C.-B.) Bavlna v New-Yorku 10, v New-Orleans 9⁵/₁₆. Dovoz 3000 b.: [1470, 948, 1803, 975]
- article-paragraph: Z Berlína, 24. srpna. (Tel.) Pšenice na podzim 153·— na září-říjen 155·—. Žito na září-říjen 115·—, na jaro 118·50. Oves na září-říjen 94·50.: [1131, 1005, 1450, 1046]
- table-cell: —·—: [1782, 1169, 1802, 1179]
- table-cell: 136·—: [1601, 1228, 1629, 1239]
- table-cell: 26·75: [1731, 234, 1760, 245]
- article-paragraph: Z Vídně, 24. srpna. (C.-B.) Řepka na srpen-září zl. 11·90 až 12·—, na září-říjen zl. 11·90 až 12·—, na leden-únor zl. 12·25 až 12·30.: [1470, 498, 1803, 539]
- table-cell: 100·20: [1598, 1193, 1629, 1203]
- article-paragraph: Během dne dostavovali se sem v zástupech i příbuzní a přátelé zahynulých, hledajíce své drahé; srdcervoucí byly výjevy, když byl tu a tam některý z nich v mrtvole poznán. Lékaři od rána do večera pracovali bez oddechu.: [79, 1638, 416, 1693]
- column-1: [79, 67, 416, 1973]
- table-cell: Lvov-Čern.: [1632, 1205, 1680, 1215]
- table-cell: Karl-Ludw.: [1632, 1264, 1679, 1274]
- table-cell: Rudolfova: [1632, 1276, 1676, 1286]
- article-paragraph: Z obšírných a poněkud zmatených zpráv o neštěstí stůjž zde aspoň věcný výtah.: [79, 336, 416, 363]
